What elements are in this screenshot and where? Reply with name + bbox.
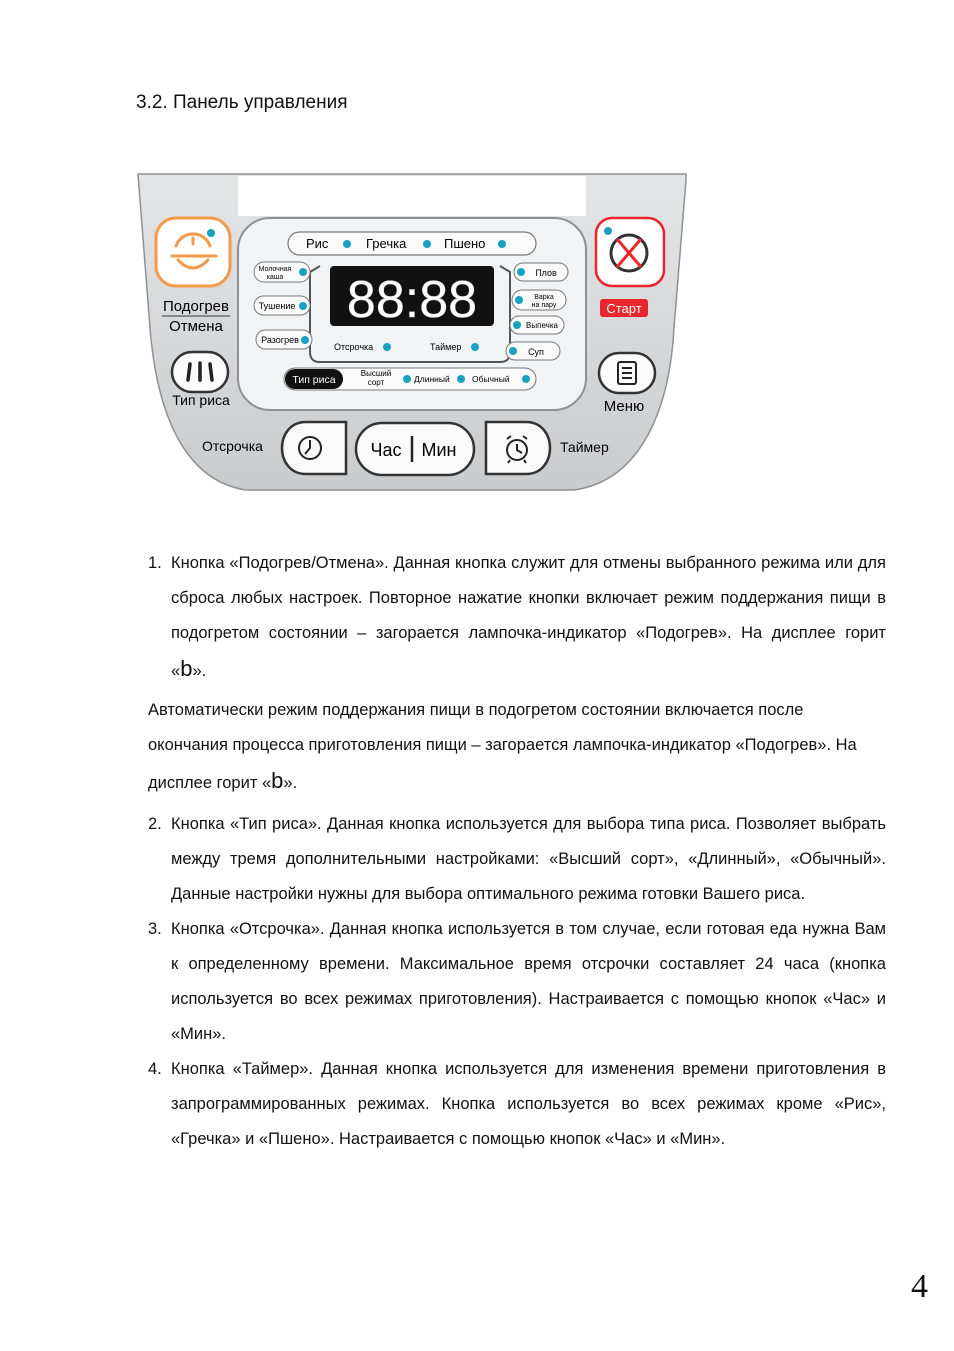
indicator-pilaf — [517, 268, 525, 276]
mode-milk-porridge-line1: Молочная — [258, 266, 292, 273]
mode-milk-porridge-line2: каша — [266, 274, 284, 281]
indicator-rice-long — [457, 375, 465, 383]
list-item-4 — [148, 1052, 886, 1157]
delay-button[interactable] — [282, 422, 346, 474]
timer-label: Таймер — [560, 439, 609, 455]
indicator-delay — [383, 343, 391, 351]
mode-steam-line1: Варка — [534, 294, 554, 301]
mode-stewing-label: Тушение — [258, 301, 296, 311]
cancel-label: Отмена — [169, 318, 223, 335]
list-item-1 — [148, 546, 886, 689]
indicator-rice — [343, 240, 351, 248]
list-item-2 — [148, 807, 886, 912]
indicator-reheat — [207, 229, 215, 237]
rice-type-label: Тип риса — [172, 392, 230, 408]
indicator-stewing — [299, 302, 307, 310]
indicator-rice-premium — [403, 375, 411, 383]
hour-min-button[interactable] — [356, 423, 474, 475]
mode-steam-line2: на пару — [531, 302, 557, 309]
indicator-timer — [471, 343, 479, 351]
indicator-rice-regular — [522, 375, 530, 383]
rice-option-regular[interactable]: Обычный — [472, 374, 510, 384]
timer-button[interactable] — [486, 422, 550, 474]
indicator-baking — [513, 321, 521, 329]
list-item-number: 4. — [148, 1060, 162, 1078]
mode-millet[interactable]: Пшено — [444, 236, 486, 251]
start-label: Старт — [606, 301, 642, 316]
indicator-reheating — [301, 336, 309, 344]
indicator-millet — [498, 240, 506, 248]
panel-top-window — [238, 176, 586, 216]
rice-option-premium-line1[interactable]: Высший — [360, 369, 392, 378]
list-item-number: 3. — [148, 920, 162, 938]
display-digits: 88:88 — [346, 271, 478, 329]
indicator-steam — [515, 296, 523, 304]
list-item-number: 1. — [148, 554, 162, 572]
list-item-text: Кнопка «Отсрочка». Данная кнопка используется в том случае, если готовая еда нужна Вам к определенному времени. Максимальное время отсрочки составляет 24 часа (кнопка используется во всех режимах приготовления). Настраивается с помощью кнопок «Час» и «Мин». — [171, 920, 886, 1043]
rice-option-long[interactable]: Длинный — [414, 374, 450, 384]
list-item-text: Кнопка «Таймер». Данная кнопка используется для изменения времени приготовления в запрограммированных режимах. Кнопка используется во всех режимах кроме «Рис», «Гречка» и «Пшено». Настраивается с помощью кнопок «Час» и «Мин». — [171, 1060, 886, 1148]
indicator-buckwheat — [423, 240, 431, 248]
mode-buckwheat[interactable]: Гречка — [366, 236, 407, 251]
list-item-text — [171, 546, 886, 689]
auto-reheat-paragraph — [148, 693, 886, 801]
list-item-3 — [148, 912, 886, 1052]
indicator-start — [604, 227, 612, 235]
indicator-soup — [509, 347, 517, 355]
menu-label: Меню — [603, 398, 645, 415]
rice-type-button[interactable] — [172, 352, 228, 392]
rice-type-bar-title: Тип риса — [292, 374, 336, 386]
menu-button[interactable] — [599, 353, 655, 393]
mode-rice[interactable]: Рис — [306, 236, 329, 251]
list-item-number: 2. — [148, 815, 162, 833]
item-1-text-end: ». — [192, 662, 207, 680]
mode-soup-label: Суп — [528, 347, 544, 357]
page-number: 4 — [911, 1268, 928, 1305]
item-1-text: Кнопка «Подогрев/Отмена». Данная кнопка служит для отмены выбранного режима или для сброса любых настроек. Повторное нажатие кнопки включает режим поддержания пищи в подогретом состоянии – загорается лампочка-индикатор «Подогрев». На дисплее горит « — [171, 554, 886, 680]
reheat-cancel-button[interactable] — [156, 218, 230, 286]
delay-label: Отсрочка — [202, 438, 263, 454]
section-title: 3.2. Панель управления — [136, 92, 348, 113]
reheat-label: Подогрев — [162, 298, 230, 315]
mode-reheating-label: Разогрев — [261, 335, 299, 345]
indicator-timer-label: Таймер — [430, 342, 462, 352]
start-button[interactable] — [596, 218, 664, 286]
min-button-label[interactable]: Мин — [421, 440, 457, 460]
list-item-text: Кнопка «Тип риса». Данная кнопка используется для выбора типа риса. Позволяет выбрать между тремя дополнительными настройками: «Высший сорт», «Длинный», «Обычный». Данные настройки нужны для выбора оптимального режима готовки Вашего риса. — [171, 815, 886, 903]
control-panel — [134, 168, 690, 504]
indicator-milk-porridge — [299, 268, 307, 276]
rice-option-premium-line2[interactable]: сорт — [367, 378, 385, 387]
display-symbol: b — [271, 768, 284, 793]
indicator-delay-label: Отсрочка — [334, 342, 374, 352]
hour-button-label[interactable]: Час — [370, 440, 402, 460]
instructions-text — [148, 546, 886, 1157]
mode-baking-label: Выпечка — [526, 321, 558, 330]
display-symbol: b — [180, 656, 193, 681]
auto-paragraph-text: Автоматически режим поддержания пищи в подогретом состоянии включается после окончания процесса приготовления пищи – загорается лампочка-индикатор «Подогрев». На дисплее горит « — [148, 701, 857, 792]
auto-paragraph-text-end: ». — [283, 774, 298, 792]
mode-pilaf-label: Плов — [535, 268, 557, 278]
